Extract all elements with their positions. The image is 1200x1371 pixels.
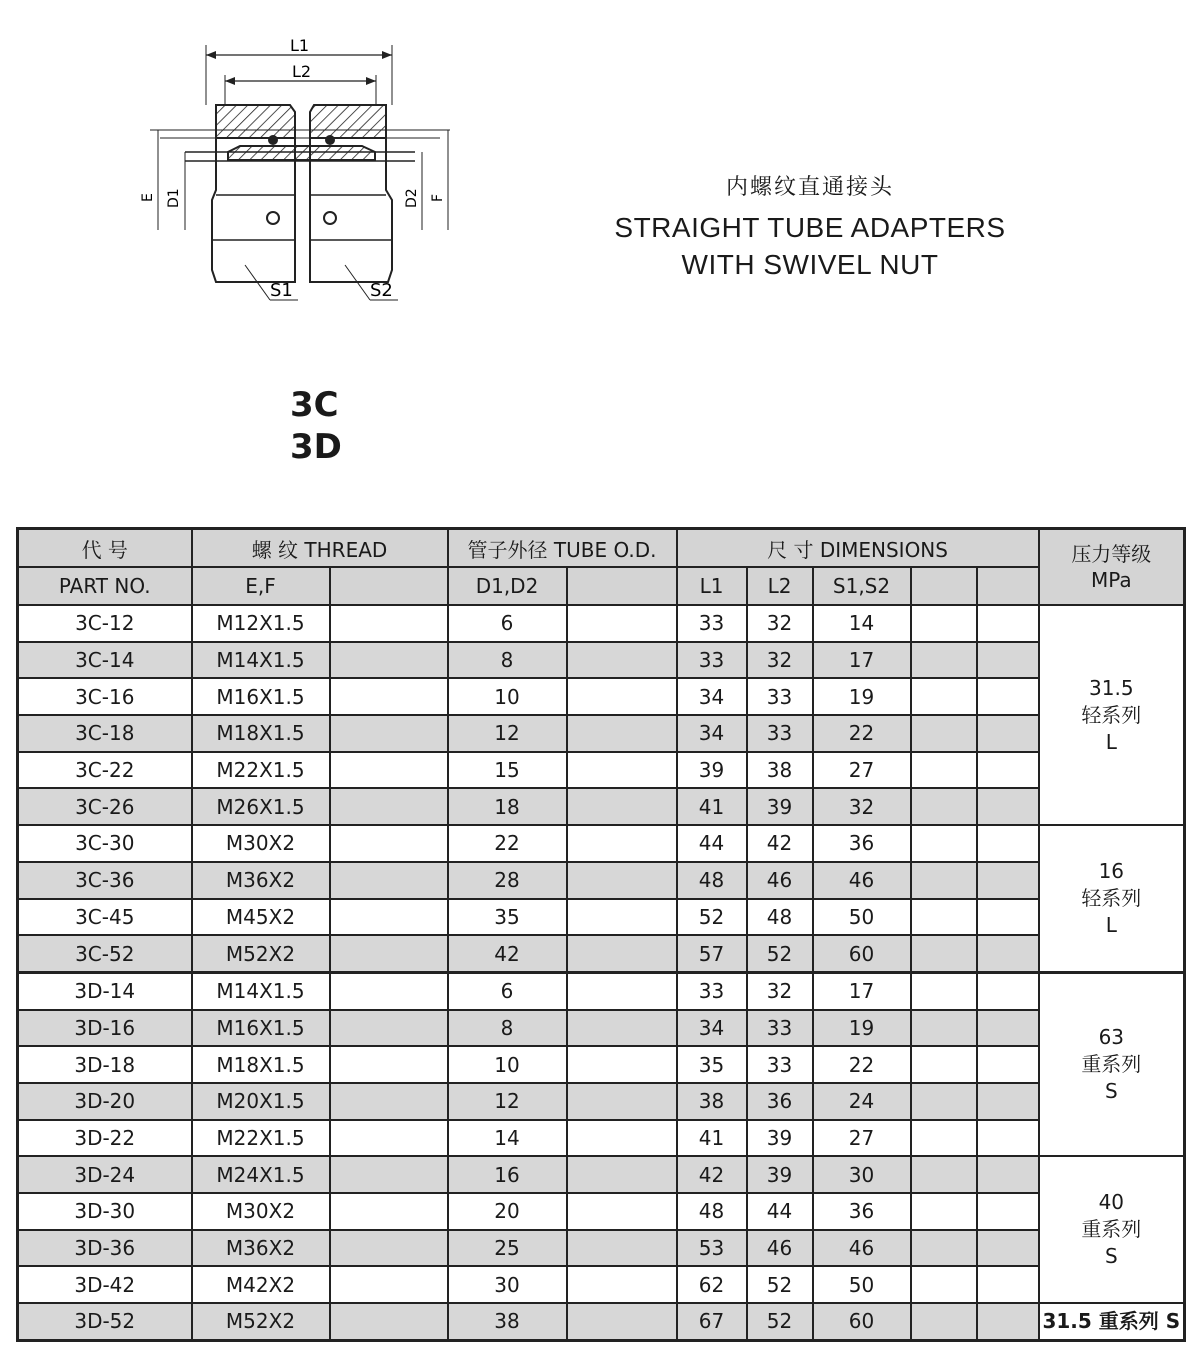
empty-cell	[567, 1156, 677, 1193]
table-row	[18, 935, 1185, 972]
l1-cell: 34	[677, 678, 747, 715]
pressure-grade-code: S	[1104, 1244, 1118, 1269]
empty-cell	[567, 678, 677, 715]
ball-icon	[268, 135, 278, 145]
pressure-grade-cell	[1039, 972, 1185, 1156]
empty-cell	[567, 899, 677, 936]
thread-cell: M26X1.5	[192, 788, 330, 825]
empty-cell	[911, 1193, 977, 1230]
pressure-grade-mpa: 40	[1098, 1190, 1125, 1215]
s-cell: 30	[813, 1156, 911, 1193]
header-part-cn: 代 号	[18, 529, 192, 568]
l2-cell: 38	[747, 752, 813, 789]
pressure-grade-mpa: 63	[1098, 1025, 1125, 1050]
table-row	[18, 1046, 1185, 1083]
l2-cell: 36	[747, 1083, 813, 1120]
empty-cell	[330, 605, 448, 642]
product-title	[560, 170, 1060, 283]
thread-cell: M18X1.5	[192, 1046, 330, 1083]
l2-cell: 33	[747, 715, 813, 752]
part-no-cell: 3D-30	[18, 1193, 192, 1230]
tube-od-cell: 12	[448, 1083, 567, 1120]
table-row	[18, 752, 1185, 789]
hole-icon	[267, 212, 279, 224]
left-nut-section	[216, 105, 295, 138]
empty-cell	[330, 1046, 448, 1083]
arrow-icon	[225, 77, 235, 85]
title-en-line2: WITH SWIVEL NUT	[681, 249, 939, 280]
l1-cell: 34	[677, 1010, 747, 1047]
empty-cell	[911, 1156, 977, 1193]
fitting-drawing	[130, 30, 470, 330]
label-e: E	[140, 193, 156, 202]
l1-cell: 33	[677, 972, 747, 1009]
l1-cell: 57	[677, 935, 747, 972]
empty-cell	[567, 1193, 677, 1230]
empty-cell	[567, 752, 677, 789]
l2-cell: 33	[747, 1046, 813, 1083]
empty-cell	[567, 1120, 677, 1157]
l1-cell: 52	[677, 899, 747, 936]
s-cell: 19	[813, 1010, 911, 1047]
tube-od-cell: 30	[448, 1266, 567, 1303]
l1-cell: 42	[677, 1156, 747, 1193]
tube-od-cell: 22	[448, 825, 567, 862]
tube-od-cell: 6	[448, 972, 567, 1009]
table-row	[18, 825, 1185, 862]
pressure-grade-series: 重系列	[1081, 1217, 1142, 1242]
empty-cell	[977, 678, 1039, 715]
empty-cell	[977, 1120, 1039, 1157]
tube-od-cell: 18	[448, 788, 567, 825]
l2-cell: 42	[747, 825, 813, 862]
l2-cell: 52	[747, 1266, 813, 1303]
ball-icon	[325, 135, 335, 145]
empty-cell	[330, 1303, 448, 1340]
thread-cell: M30X2	[192, 1193, 330, 1230]
table-row	[18, 1120, 1185, 1157]
empty-cell	[977, 1230, 1039, 1267]
table-row	[18, 1083, 1185, 1120]
table-row	[18, 1266, 1185, 1303]
thread-cell: M20X1.5	[192, 1083, 330, 1120]
header-s: S1,S2	[813, 567, 911, 605]
s-cell: 36	[813, 825, 911, 862]
part-no-cell: 3D-22	[18, 1120, 192, 1157]
pressure-grade-cell	[1039, 825, 1185, 972]
thread-cell: M14X1.5	[192, 642, 330, 679]
part-no-cell: 3C-30	[18, 825, 192, 862]
header-part-en: PART NO.	[18, 567, 192, 605]
l2-cell: 48	[747, 899, 813, 936]
thread-cell: M45X2	[192, 899, 330, 936]
empty-cell	[977, 752, 1039, 789]
empty-cell	[977, 825, 1039, 862]
header-thread-sub: E,F	[192, 567, 330, 605]
label-l2: L2	[292, 62, 312, 81]
empty-cell	[567, 1266, 677, 1303]
table-row	[18, 972, 1185, 1009]
empty-cell	[330, 972, 448, 1009]
tube-od-cell: 15	[448, 752, 567, 789]
header-pressure-unit: MPa	[1090, 568, 1132, 592]
table-row	[18, 1303, 1185, 1340]
empty-cell	[567, 972, 677, 1009]
s-cell: 19	[813, 678, 911, 715]
empty-cell	[330, 862, 448, 899]
l1-cell: 44	[677, 825, 747, 862]
s-cell: 14	[813, 605, 911, 642]
empty-cell	[330, 1156, 448, 1193]
part-no-cell: 3D-20	[18, 1083, 192, 1120]
pressure-grade-series: 轻系列	[1081, 886, 1142, 910]
empty-cell	[911, 788, 977, 825]
s-cell: 24	[813, 1083, 911, 1120]
empty-cell	[911, 825, 977, 862]
thread-cell: M52X2	[192, 1303, 330, 1340]
header-empty	[567, 567, 677, 605]
l1-cell: 41	[677, 1120, 747, 1157]
thread-cell: M22X1.5	[192, 1120, 330, 1157]
table-row	[18, 899, 1185, 936]
tube-od-cell: 25	[448, 1230, 567, 1267]
part-no-cell: 3C-52	[18, 935, 192, 972]
pressure-grade-mpa: 16	[1098, 859, 1125, 883]
tube-od-cell: 28	[448, 862, 567, 899]
empty-cell	[911, 862, 977, 899]
l1-cell: 48	[677, 1193, 747, 1230]
arrow-icon	[366, 77, 376, 85]
pressure-grade-cell	[1039, 1156, 1185, 1303]
part-no-cell: 3C-14	[18, 642, 192, 679]
s-cell: 36	[813, 1193, 911, 1230]
header-tube-od: 管子外径 TUBE O.D.	[448, 529, 677, 568]
label-s1: S1	[270, 280, 293, 301]
empty-cell	[911, 752, 977, 789]
arrow-icon	[206, 51, 216, 59]
empty-cell	[911, 1230, 977, 1267]
right-nut-section	[310, 105, 386, 138]
s-cell: 32	[813, 788, 911, 825]
empty-cell	[330, 899, 448, 936]
pressure-grade-mpa: 31.5	[1089, 675, 1134, 700]
empty-cell	[911, 1266, 977, 1303]
l1-cell: 48	[677, 862, 747, 899]
part-no-cell: 3D-14	[18, 972, 192, 1009]
pressure-grade-code: L	[1105, 913, 1117, 937]
part-no-cell: 3D-42	[18, 1266, 192, 1303]
empty-cell	[567, 605, 677, 642]
l2-cell: 44	[747, 1193, 813, 1230]
empty-cell	[330, 1266, 448, 1303]
table-row	[18, 715, 1185, 752]
empty-cell	[567, 1083, 677, 1120]
empty-cell	[330, 1193, 448, 1230]
empty-cell	[977, 935, 1039, 972]
part-no-cell: 3D-18	[18, 1046, 192, 1083]
tube-od-cell: 42	[448, 935, 567, 972]
table-row	[18, 605, 1185, 642]
table-row	[18, 1010, 1185, 1047]
tube-od-cell: 12	[448, 715, 567, 752]
l1-cell: 41	[677, 788, 747, 825]
empty-cell	[330, 642, 448, 679]
l2-cell: 46	[747, 1230, 813, 1267]
tube-od-cell: 20	[448, 1193, 567, 1230]
tube-od-cell: 14	[448, 1120, 567, 1157]
l2-cell: 52	[747, 935, 813, 972]
pressure-grade-cell: 31.5 重系列 S	[1039, 1303, 1185, 1340]
empty-cell	[567, 1230, 677, 1267]
empty-cell	[567, 1046, 677, 1083]
spec-table-body	[18, 605, 1185, 1340]
part-no-cell: 3D-52	[18, 1303, 192, 1340]
body-section	[228, 146, 375, 160]
l1-cell: 34	[677, 715, 747, 752]
s-cell: 46	[813, 862, 911, 899]
empty-cell	[977, 1266, 1039, 1303]
empty-cell	[977, 788, 1039, 825]
thread-cell: M14X1.5	[192, 972, 330, 1009]
empty-cell	[330, 788, 448, 825]
empty-cell	[911, 1046, 977, 1083]
header-tube-sub: D1,D2	[448, 567, 567, 605]
s-cell: 22	[813, 1046, 911, 1083]
empty-cell	[567, 715, 677, 752]
empty-cell	[911, 899, 977, 936]
empty-cell	[330, 1010, 448, 1047]
l1-cell: 33	[677, 642, 747, 679]
l2-cell: 33	[747, 1010, 813, 1047]
empty-cell	[330, 825, 448, 862]
series-codes	[290, 384, 342, 468]
empty-cell	[977, 1156, 1039, 1193]
table-row	[18, 1156, 1185, 1193]
empty-cell	[330, 1083, 448, 1120]
part-no-cell: 3D-16	[18, 1010, 192, 1047]
pressure-grade-code: L	[1105, 729, 1117, 754]
tube-od-cell: 10	[448, 678, 567, 715]
table-row	[18, 1193, 1185, 1230]
empty-cell	[567, 642, 677, 679]
part-no-cell: 3C-45	[18, 899, 192, 936]
l1-cell: 53	[677, 1230, 747, 1267]
part-no-cell: 3C-36	[18, 862, 192, 899]
label-f: F	[430, 193, 446, 202]
empty-cell	[977, 1193, 1039, 1230]
tube-od-cell: 8	[448, 1010, 567, 1047]
empty-cell	[567, 825, 677, 862]
l1-cell: 35	[677, 1046, 747, 1083]
tube-od-cell: 8	[448, 642, 567, 679]
s-cell: 60	[813, 1303, 911, 1340]
thread-cell: M42X2	[192, 1266, 330, 1303]
empty-cell	[567, 1010, 677, 1047]
part-no-cell: 3C-22	[18, 752, 192, 789]
thread-cell: M24X1.5	[192, 1156, 330, 1193]
l1-cell: 67	[677, 1303, 747, 1340]
part-no-cell: 3D-24	[18, 1156, 192, 1193]
l2-cell: 33	[747, 678, 813, 715]
part-no-cell: 3C-18	[18, 715, 192, 752]
l2-cell: 39	[747, 1156, 813, 1193]
series-code: 3D	[290, 427, 342, 467]
label-l1: L1	[290, 36, 310, 55]
part-no-cell: 3C-16	[18, 678, 192, 715]
pressure-grade-code: S	[1104, 1079, 1118, 1104]
empty-cell	[977, 1010, 1039, 1047]
l2-cell: 32	[747, 972, 813, 1009]
empty-cell	[977, 1046, 1039, 1083]
empty-cell	[911, 935, 977, 972]
empty-cell	[330, 715, 448, 752]
l2-cell: 39	[747, 788, 813, 825]
empty-cell	[977, 715, 1039, 752]
empty-cell	[911, 972, 977, 1009]
empty-cell	[911, 605, 977, 642]
l1-cell: 62	[677, 1266, 747, 1303]
pressure-grade-series: 重系列	[1081, 1052, 1142, 1077]
empty-cell	[977, 899, 1039, 936]
header-empty	[330, 567, 448, 605]
s-cell: 22	[813, 715, 911, 752]
tube-od-cell: 35	[448, 899, 567, 936]
empty-cell	[977, 1083, 1039, 1120]
empty-cell	[977, 1303, 1039, 1340]
header-pressure	[1039, 529, 1185, 606]
s-cell: 50	[813, 1266, 911, 1303]
arrow-icon	[382, 51, 392, 59]
empty-cell	[977, 972, 1039, 1009]
thread-cell: M22X1.5	[192, 752, 330, 789]
title-cn: 内螺纹直通接头	[725, 175, 894, 200]
empty-cell	[330, 1120, 448, 1157]
empty-cell	[977, 642, 1039, 679]
l1-cell: 38	[677, 1083, 747, 1120]
tube-od-cell: 16	[448, 1156, 567, 1193]
table-row	[18, 1230, 1185, 1267]
label-s2: S2	[370, 280, 393, 301]
thread-cell: M30X2	[192, 825, 330, 862]
empty-cell	[977, 862, 1039, 899]
table-row	[18, 642, 1185, 679]
thread-cell: M12X1.5	[192, 605, 330, 642]
empty-cell	[977, 605, 1039, 642]
header-empty	[977, 567, 1039, 605]
l1-cell: 33	[677, 605, 747, 642]
fitting-drawing-svg	[130, 30, 470, 330]
pressure-grade-cell	[1039, 605, 1185, 825]
s-cell: 27	[813, 1120, 911, 1157]
s-cell: 27	[813, 752, 911, 789]
part-no-cell: 3D-36	[18, 1230, 192, 1267]
empty-cell	[911, 642, 977, 679]
tube-od-cell: 10	[448, 1046, 567, 1083]
empty-cell	[330, 935, 448, 972]
label-d2: D2	[404, 188, 420, 208]
part-no-cell: 3C-12	[18, 605, 192, 642]
s-cell: 17	[813, 642, 911, 679]
spec-table	[16, 527, 1186, 1342]
thread-cell: M36X2	[192, 862, 330, 899]
empty-cell	[911, 1083, 977, 1120]
s-cell: 50	[813, 899, 911, 936]
table-row	[18, 862, 1185, 899]
thread-cell: M16X1.5	[192, 678, 330, 715]
thread-cell: M36X2	[192, 1230, 330, 1267]
empty-cell	[330, 752, 448, 789]
s-cell: 46	[813, 1230, 911, 1267]
header-dimensions: 尺 寸 DIMENSIONS	[677, 529, 1039, 568]
header-l1: L1	[677, 567, 747, 605]
tube-od-cell: 6	[448, 605, 567, 642]
empty-cell	[911, 715, 977, 752]
series-code: 3C	[290, 385, 339, 425]
empty-cell	[567, 1303, 677, 1340]
header-empty	[911, 567, 977, 605]
l2-cell: 46	[747, 862, 813, 899]
part-no-cell: 3C-26	[18, 788, 192, 825]
table-row	[18, 788, 1185, 825]
l2-cell: 32	[747, 605, 813, 642]
header-l2: L2	[747, 567, 813, 605]
table-row	[18, 678, 1185, 715]
l2-cell: 39	[747, 1120, 813, 1157]
header-thread: 螺 纹 THREAD	[192, 529, 448, 568]
l1-cell: 39	[677, 752, 747, 789]
label-d1: D1	[166, 188, 182, 208]
header-pressure-cn: 压力等级	[1071, 542, 1152, 566]
pressure-grade-series: 轻系列	[1081, 702, 1142, 727]
empty-cell	[567, 935, 677, 972]
hole-icon	[324, 212, 336, 224]
s-cell: 60	[813, 935, 911, 972]
empty-cell	[567, 788, 677, 825]
title-en-line1: STRAIGHT TUBE ADAPTERS	[614, 212, 1006, 243]
empty-cell	[911, 1303, 977, 1340]
empty-cell	[911, 1010, 977, 1047]
empty-cell	[330, 678, 448, 715]
empty-cell	[567, 862, 677, 899]
s-cell: 17	[813, 972, 911, 1009]
empty-cell	[911, 1120, 977, 1157]
thread-cell: M18X1.5	[192, 715, 330, 752]
empty-cell	[911, 678, 977, 715]
l2-cell: 32	[747, 642, 813, 679]
l2-cell: 52	[747, 1303, 813, 1340]
empty-cell	[330, 1230, 448, 1267]
thread-cell: M52X2	[192, 935, 330, 972]
tube-od-cell: 38	[448, 1303, 567, 1340]
thread-cell: M16X1.5	[192, 1010, 330, 1047]
